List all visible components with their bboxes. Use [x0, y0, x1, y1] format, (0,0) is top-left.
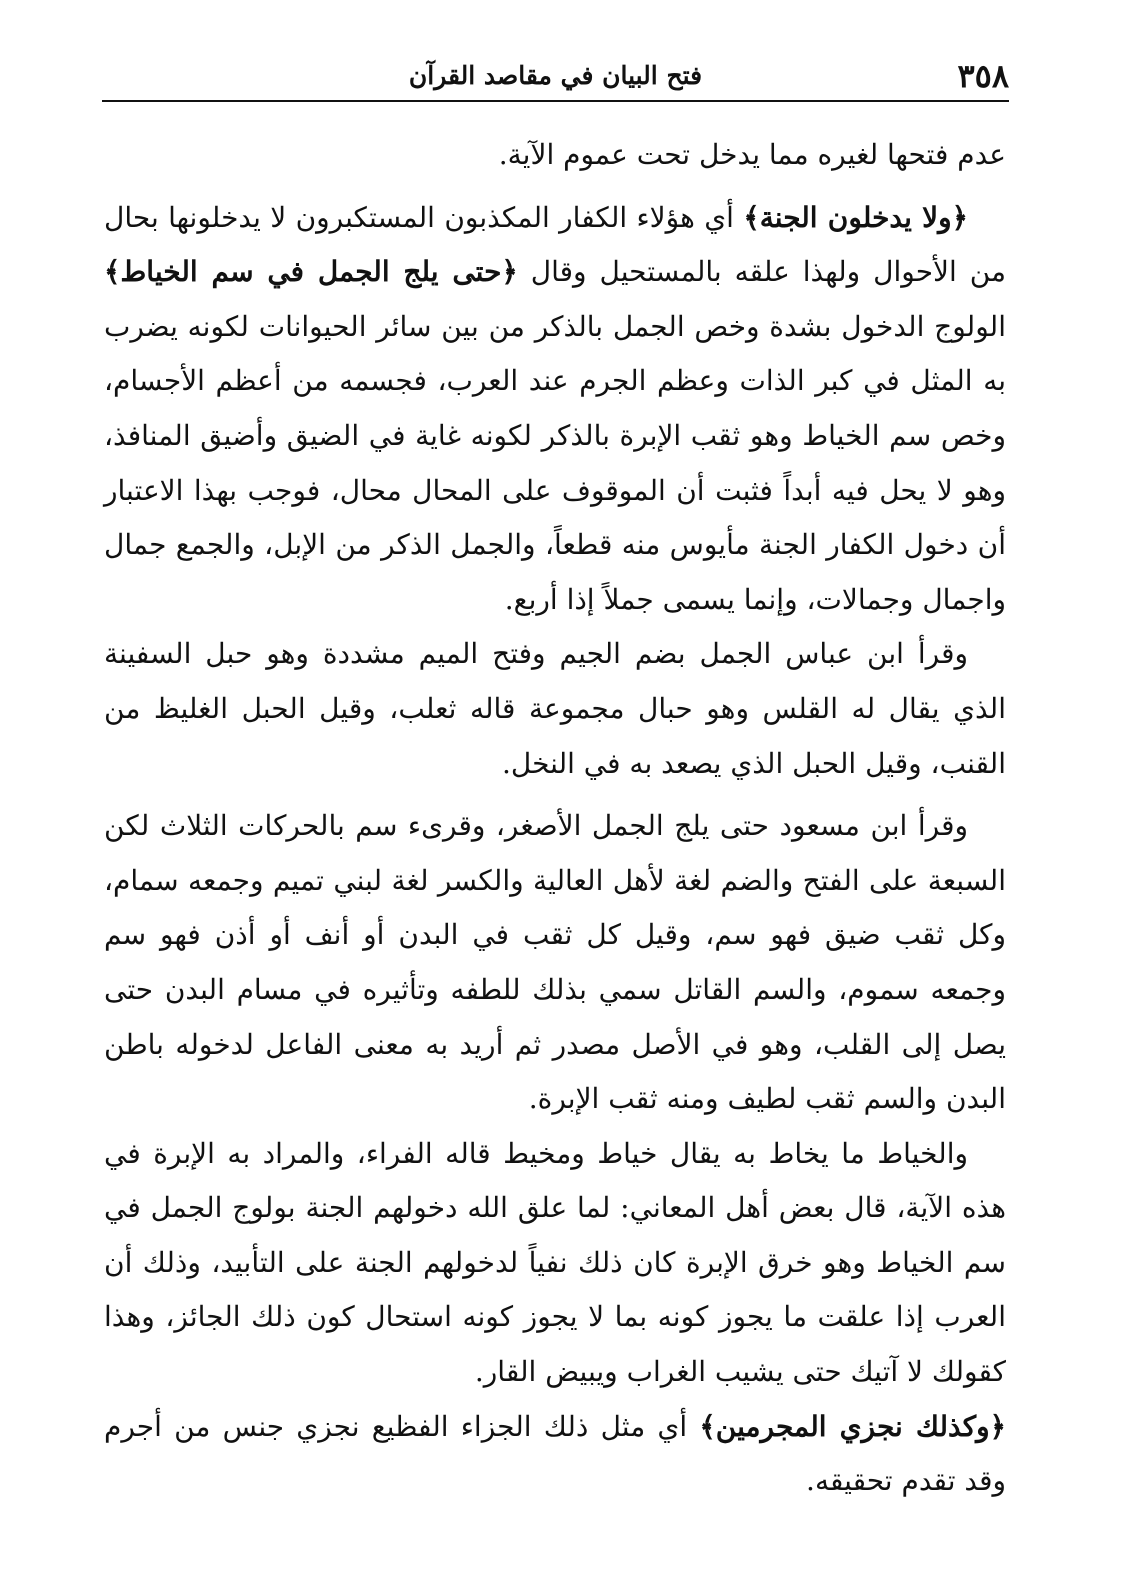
quran-quote: ﴿ولا يدخلون الجنة﴾	[743, 200, 969, 234]
running-title: فتح البيان في مقاصد القرآن	[408, 61, 703, 90]
text-segment: وقرأ ابن مسعود حتى يلج الجمل الأصغر، وقرىء سم بالحركات الثلاث لكن السبعة على الفتح والضم لغة لأهل العالية والكسر لغة لبني تميم وجمعه سمام، وكل ثقب ضيق فهو سم، وقيل كل ثقب في البدن أو أنف أو أذن فهو سم وجمعه سموم، والسم القاتل سمي بذلك للطفه وتأثيره في مسام البدن حتى يصل إلى القلب، وهو في الأصل مصدر ثم أريد به معنى الفاعل لدخوله باطن البدن والسم ثقب لطيف ومنه ثقب الإبرة.	[104, 809, 1006, 1116]
text-segment: الولوج الدخول بشدة وخص الجمل بالذكر من بين سائر الحيوانات لكونه يضرب به المثل في كبر الذات وعظم الجرم عند العرب، فجسمه من أعظم الأجسام، وخص سم الخياط وهو ثقب الإبرة بالذكر لكونه غاية في الضيق وأضيق المنافذ، وهو لا يحل فيه أبداً فثبت أن الموقوف على المحال محال، فوجب بهذا الاعتبار أن دخول الكفار الجنة مأيوس منه قطعاً، والجمل الذكر من الإبل، والجمع جمال واجمال وجمالات، وإنما يسمى جملاً إذا أربع.	[104, 309, 1006, 616]
paragraph-1	[104, 128, 1006, 183]
paragraph-4	[104, 799, 1006, 1127]
quran-quote: ﴿حتى يلج الجمل في سم الخياط﴾	[104, 255, 518, 289]
text-segment: والخياط ما يخاط به يقال خياط ومخيط قاله الفراء، والمراد به الإبرة في هذه الآية، قال بعض أهل المعاني: لما علق الله دخولهم الجنة بولوج الجمل في سم الخياط وهو خرق الإبرة كان ذلك نفياً لدخولهم الجنة على التأبيد، وذلك أن العرب إذا علقت ما يجوز كونه بما لا يجوز كونه استحال كون ذلك الجائز، وهذا كقولك لا آتيك حتى يشيب الغراب ويبيض القار.	[104, 1136, 1006, 1389]
paragraph-6	[104, 1400, 1006, 1509]
text-segment: أي مثل ذلك الجزاء الفظيع نجزي جنس من أجرم وقد تقدم تحقيقه.	[104, 1409, 1006, 1498]
paragraph-3	[104, 627, 1006, 791]
text-segment: وقرأ ابن عباس الجمل بضم الجيم وفتح الميم مشددة وهو حبل السفينة الذي يقال له القلس وهو حبال مجموعة قاله ثعلب، وقيل الحبل الغليظ من القنب، وقيل الحبل الذي يصعد به في النخل.	[104, 637, 1006, 780]
text-segment: عدم فتحها لغيره مما يدخل تحت عموم الآية.	[498, 138, 1006, 171]
paragraph-2	[104, 191, 1006, 628]
paragraph-5	[104, 1127, 1006, 1400]
text-segment: أي هؤلاء الكفار المكذبون المستكبرون لا يدخلونها بحال من الأحوال ولهذا علقه بالمستحيل وقال	[104, 200, 1007, 289]
quran-quote: ﴿وكذلك نجزي المجرمين﴾	[699, 1409, 1006, 1443]
page-header	[102, 52, 1009, 102]
page-number: ٣٥٨	[957, 57, 1009, 95]
body-text	[104, 128, 1006, 1509]
